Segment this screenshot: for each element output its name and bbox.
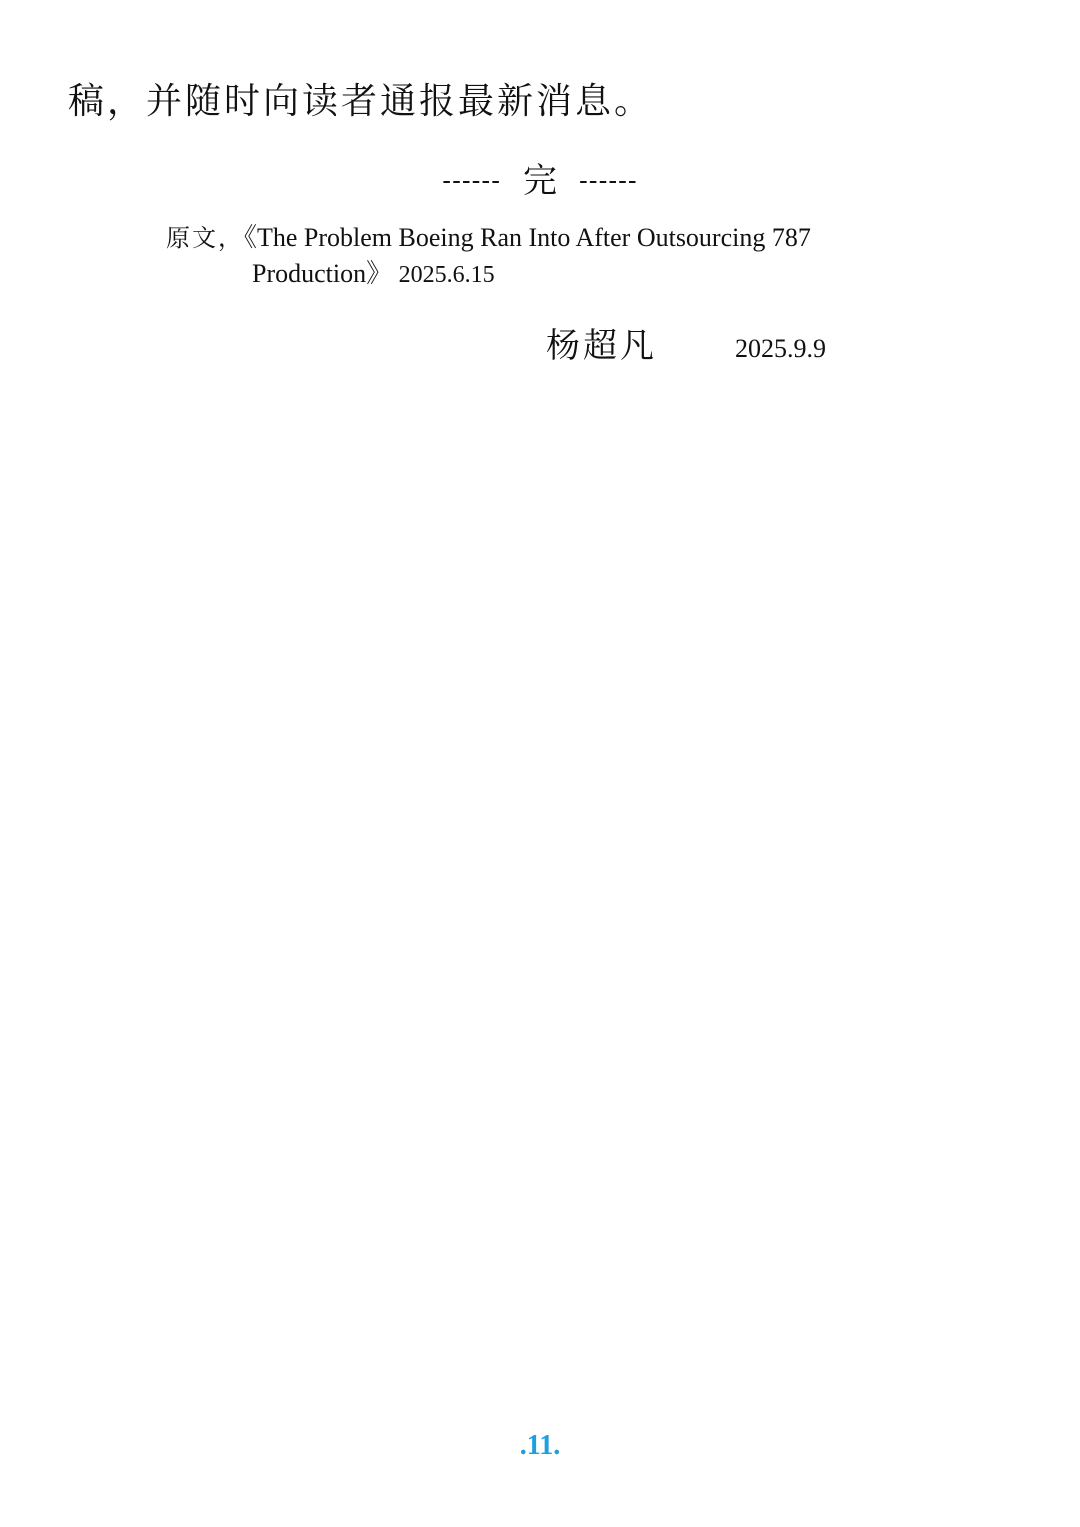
signature-date: 2025.9.9 [735,334,826,363]
source-title-line2-wrap [166,256,906,293]
page-number: .11. [519,1430,561,1461]
source-label: 原文， [166,224,244,252]
end-dash-right: ------ [579,166,638,196]
end-marker [0,155,1080,205]
source-citation [166,220,906,293]
source-title-line2: Production》 [252,259,393,288]
paragraph-text: 稿，并随时向读者通报最新消息。 [68,81,654,122]
end-word: 完 [523,161,557,201]
signature-block [546,318,826,367]
author-name: 杨超凡 [546,326,657,366]
end-dash-left: ------ [442,166,501,196]
source-date: 2025.6.15 [398,262,495,288]
source-title-line1: 《The Problem Boeing Ran Into After Outsourcing 787 [244,223,811,252]
